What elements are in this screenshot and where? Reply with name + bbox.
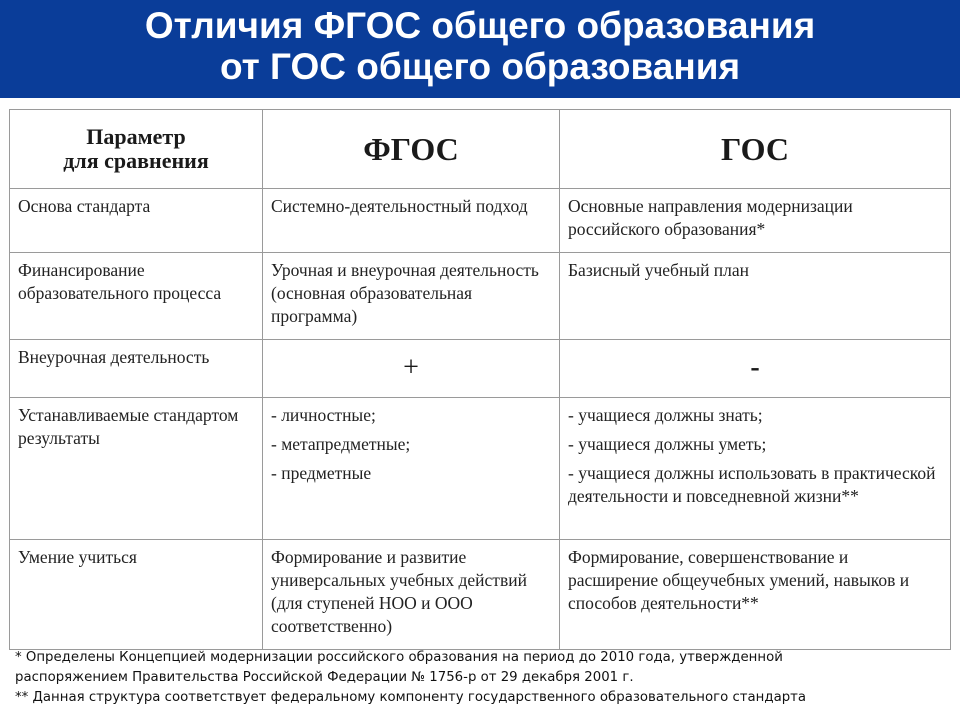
header-param xyxy=(10,110,263,189)
table-header-row xyxy=(10,110,951,189)
list-item: - личностные; xyxy=(271,405,376,425)
cell-text: Формирование, совершенствование и расширение общеучебных умений, навыков и способов деятельности** xyxy=(568,547,910,613)
cell-text: Умение учиться xyxy=(18,547,137,567)
header-param-line-2: для сравнения xyxy=(63,148,209,173)
title-line-2: от ГОС общего образования xyxy=(219,46,741,87)
row-5-fgos xyxy=(263,540,560,650)
row-3-fgos xyxy=(263,340,560,398)
footnote-1-line-2: распоряжением Правительства Российской Федерации № 1756-р от 29 декабря 2001 г. xyxy=(15,670,634,685)
table-row xyxy=(10,189,951,253)
footnote-1-line-1: * Определены Концепцией модернизации российского образования на период до 2010 года, утвержденной xyxy=(15,650,783,665)
row-5-param xyxy=(10,540,263,650)
comparison-table xyxy=(9,109,951,650)
table-row xyxy=(10,253,951,340)
row-2-fgos xyxy=(263,253,560,340)
header-fgos-label: ФГОС xyxy=(363,131,459,167)
cell-text: Формирование и развитие универсальных учебных действий (для ступеней НОО и ООО соответственно) xyxy=(271,547,527,636)
cell-text: Базисный учебный план xyxy=(568,260,750,280)
table-row xyxy=(10,398,951,540)
list-item: - учащиеся должны знать; xyxy=(568,405,763,425)
list-item: - учащиеся должны использовать в практической деятельности и повседневной жизни** xyxy=(568,463,936,506)
cell-text: Финансирование образовательного процесса xyxy=(18,260,222,303)
row-1-param xyxy=(10,189,263,253)
row-1-gos xyxy=(560,189,951,253)
footnote-2: ** Данная структура соответствует федеральному компоненту государственного образовательного стандарта xyxy=(15,690,807,705)
table-row xyxy=(10,340,951,398)
row-1-fgos xyxy=(263,189,560,253)
cell-text: Внеурочная деятельность xyxy=(18,347,210,367)
header-fgos xyxy=(263,110,560,189)
list-item: - предметные xyxy=(271,463,372,483)
header-param-line-1: Параметр xyxy=(86,124,186,149)
title-banner xyxy=(0,0,960,98)
cell-text: Урочная и внеурочная деятельность (основная образовательная программа) xyxy=(271,260,539,326)
list-item: - учащиеся должны уметь; xyxy=(568,434,767,454)
header-gos xyxy=(560,110,951,189)
row-3-gos xyxy=(560,340,951,398)
cell-text: Основные направления модернизации российского образования* xyxy=(568,196,853,239)
row-4-fgos xyxy=(263,398,560,540)
footnotes xyxy=(15,648,955,708)
row-4-param xyxy=(10,398,263,540)
list-item: - метапредметные; xyxy=(271,434,411,454)
cell-text: Системно-деятельностный подход xyxy=(271,196,528,216)
row-3-param xyxy=(10,340,263,398)
title-line-1: Отличия ФГОС общего образования xyxy=(144,5,816,46)
row-4-gos xyxy=(560,398,951,540)
minus-mark: - xyxy=(750,352,760,383)
plus-mark: + xyxy=(403,352,419,383)
header-gos-label: ГОС xyxy=(721,131,789,167)
cell-text: Устанавливаемые стандартом результаты xyxy=(18,405,239,448)
row-2-param xyxy=(10,253,263,340)
row-5-gos xyxy=(560,540,951,650)
cell-text: Основа стандарта xyxy=(18,196,151,216)
table-row xyxy=(10,540,951,650)
row-2-gos xyxy=(560,253,951,340)
